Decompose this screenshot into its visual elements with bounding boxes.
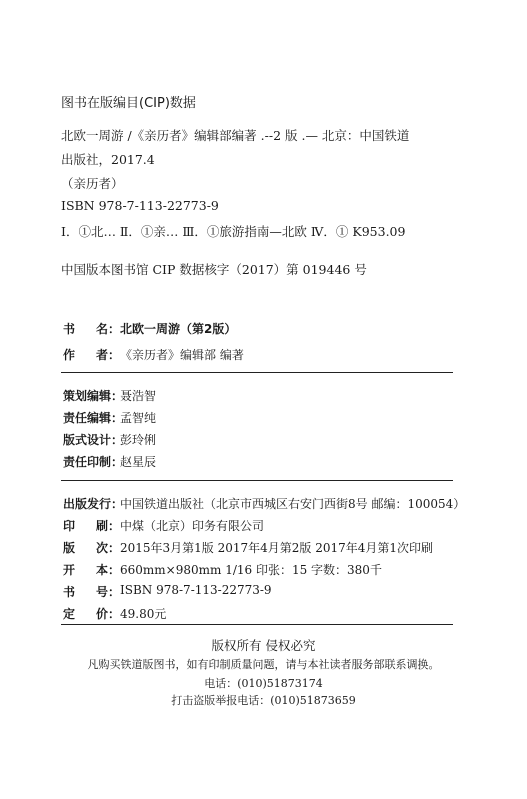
publication-label: 出版发行 ：: [63, 497, 124, 511]
publication-row: [63, 517, 264, 534]
publication-label: 定 价：: [63, 607, 120, 621]
divider: [61, 624, 453, 625]
editor-value: 彭玲俐: [120, 433, 157, 447]
editor-row: [63, 387, 156, 404]
publication-label: 版 次：: [63, 541, 120, 555]
publication-value: 2015年3月第1版 2017年4月第2版 2017年4月第1次印刷: [120, 541, 434, 555]
book-title-row: [63, 320, 236, 337]
publication-value: 660mm×980mm 1/16 印张：15 字数：380千: [120, 563, 382, 577]
editor-value: 孟智纯: [120, 411, 157, 425]
publication-label: 书 号：: [63, 585, 120, 599]
quality-notice: 凡购买铁道版图书，如有印制质量问题，请与本社读者服务部联系调换。: [87, 658, 440, 671]
editor-label: 版式设计：: [63, 433, 124, 447]
piracy-hotline: 打击盗版举报电话：(010)51873659: [171, 694, 356, 707]
author-label: 作 者：: [63, 348, 120, 362]
cip-line-3: （亲历者）: [61, 176, 124, 191]
author-value: 《亲历者》编辑部 编著: [120, 348, 244, 362]
publication-row: [63, 495, 465, 512]
cip-line-2: 出版社，2017.4: [61, 152, 155, 167]
book-title-value: 北欧一周游（第2版）: [120, 322, 237, 336]
author-row: [63, 346, 244, 363]
publication-value: ISBN 978-7-113-22773-9: [120, 583, 272, 597]
publication-row: [63, 561, 382, 578]
rights-notice: 版权所有 侵权必究: [211, 638, 316, 653]
publication-label: 印 刷：: [63, 519, 120, 533]
editor-row: [63, 431, 156, 448]
editor-label: 策划编辑：: [63, 389, 124, 403]
cip-title: 图书在版编目(CIP)数据: [61, 96, 196, 111]
publication-row: [63, 605, 166, 622]
editor-label: 责任印制：: [63, 455, 124, 469]
publication-row: [63, 583, 272, 600]
publication-label: 开 本：: [63, 563, 120, 577]
book-title-label: 书 名：: [63, 322, 120, 336]
cip-line-1: 北欧一周游 /《亲历者》编辑部编著 .--2 版 .— 北京：中国铁道: [61, 128, 410, 143]
editor-label: 责任编辑：: [63, 411, 124, 425]
publication-value: 49.80元: [120, 607, 167, 621]
service-phone: 电话：(010)51873174: [204, 677, 323, 690]
editor-row: [63, 409, 156, 426]
cip-line-6: 中国版本图书馆 CIP 数据核字（2017）第 019446 号: [61, 262, 367, 277]
cip-line-5: Ⅰ．①北… Ⅱ．①亲… Ⅲ．①旅游指南—北欧 Ⅳ．① K953.09: [61, 224, 406, 239]
publication-value: 中国铁道出版社（北京市西城区右安门西街8号 邮编：100054）: [120, 497, 466, 511]
cip-line-4: ISBN 978-7-113-22773-9: [61, 198, 219, 213]
publication-value: 中煤（北京）印务有限公司: [120, 519, 265, 533]
editor-value: 聂浩智: [120, 389, 157, 403]
editor-value: 赵星辰: [120, 455, 157, 469]
editor-row: [63, 453, 156, 470]
divider: [61, 372, 453, 373]
publication-row: [63, 539, 433, 556]
divider: [61, 480, 453, 481]
